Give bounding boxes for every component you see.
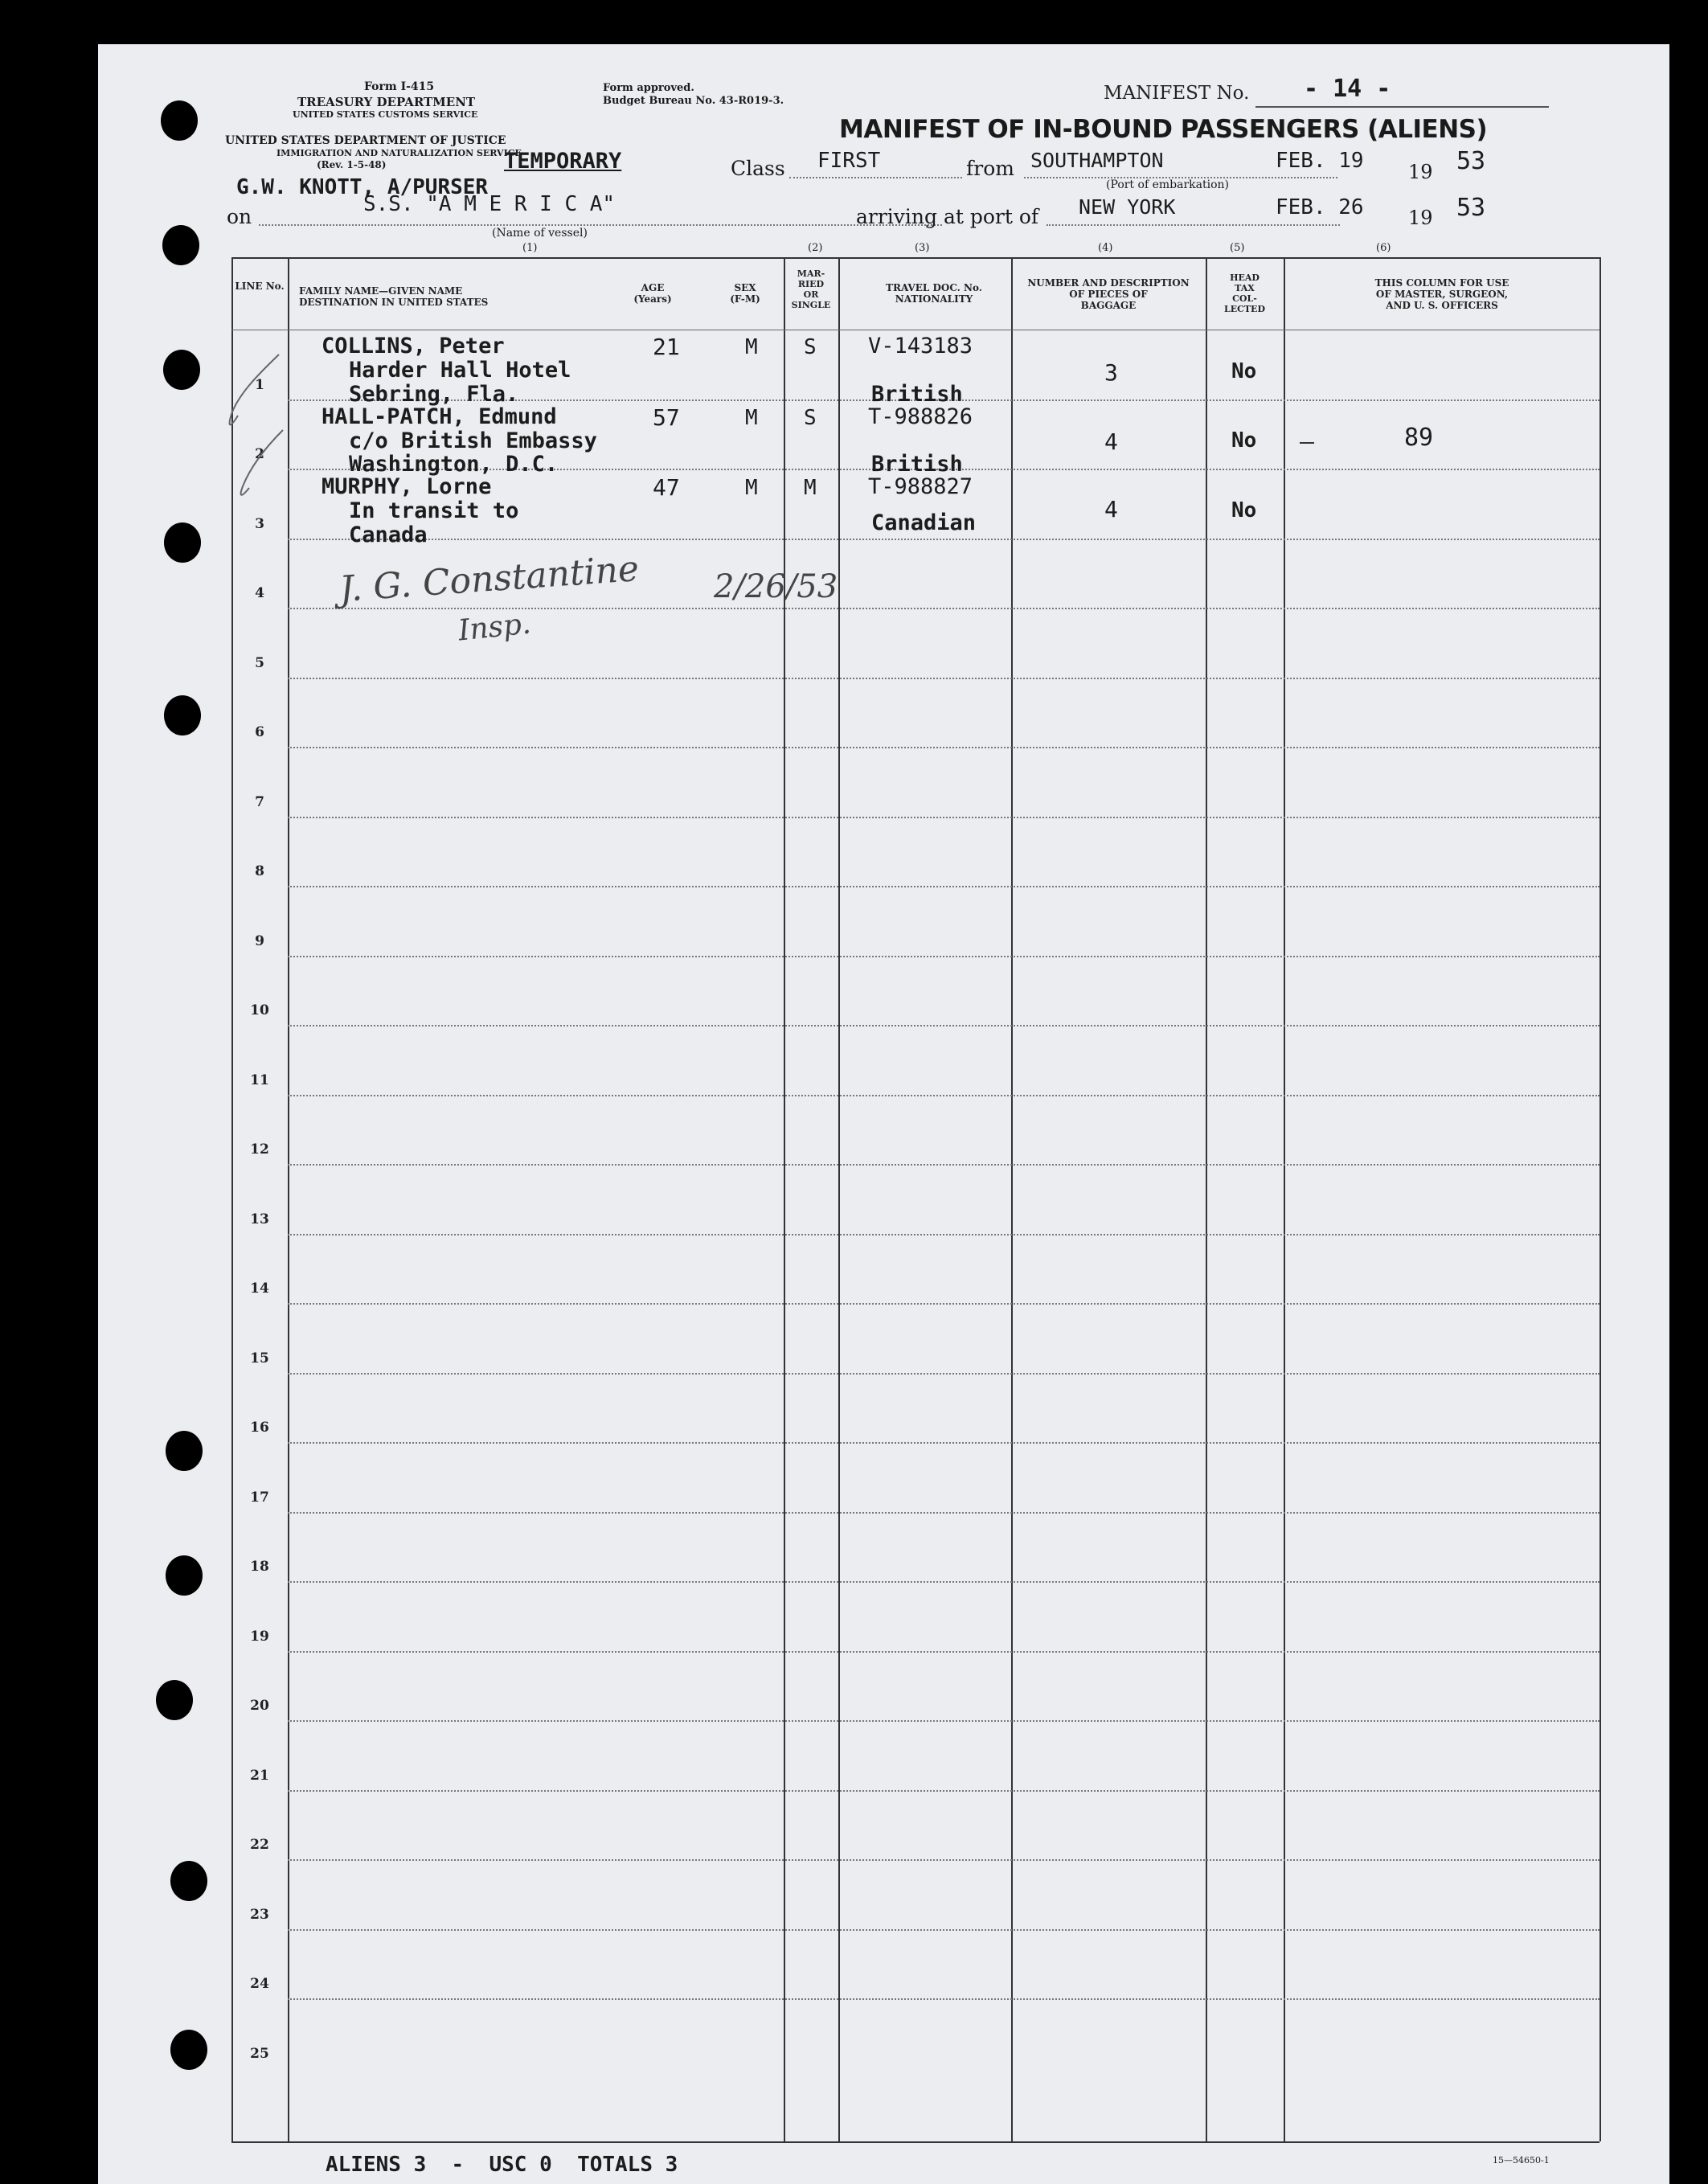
binder-hole <box>164 695 201 736</box>
line-number: 1 <box>255 376 264 393</box>
line-number: 2 <box>255 446 264 462</box>
class-value: FIRST <box>817 149 881 173</box>
passenger-name: MURPHY, Lorne <box>322 474 492 499</box>
line-number: 19 <box>250 1628 269 1645</box>
col-header-name: FAMILY NAME—GIVEN NAME DESTINATION IN UNITED STATES <box>299 285 489 308</box>
line-number: 24 <box>250 1976 269 1992</box>
row-line <box>288 1303 1599 1305</box>
col-num-1: (1) <box>522 242 538 254</box>
table-top-border <box>231 257 1599 259</box>
form-revision: (Rev. 1-5-48) <box>317 159 387 170</box>
passenger-age: 57 <box>653 404 680 431</box>
col-header-age: AGE (Years) <box>633 282 672 305</box>
temporary-stamp: TEMPORARY <box>504 149 622 174</box>
passenger-nationality: British <box>871 382 963 407</box>
binder-hole <box>166 1555 203 1596</box>
passenger-dest: Washington, D.C. <box>349 452 559 477</box>
row-line <box>288 1998 1599 2000</box>
line-number: 5 <box>255 654 264 671</box>
binder-hole <box>170 2030 207 2070</box>
row-line <box>288 1234 1599 1235</box>
line-number: 10 <box>250 1002 269 1018</box>
binder-hole <box>170 1861 207 1901</box>
col-num-2: (2) <box>808 242 823 254</box>
passenger-sex: M <box>745 335 758 359</box>
binder-hole <box>156 1680 193 1720</box>
row-line <box>288 539 1599 540</box>
row-line <box>288 1581 1599 1583</box>
row-line <box>288 1859 1599 1861</box>
vessel-line <box>259 224 942 226</box>
line-number: 20 <box>250 1698 269 1714</box>
table-left-border <box>231 257 233 2141</box>
passenger-dest: c/o British Embassy <box>349 428 597 453</box>
col-header-married: MAR- RIED OR SINGLE <box>791 268 831 310</box>
passenger-baggage: 3 <box>1104 359 1118 386</box>
port-arrival: NEW YORK <box>1079 195 1176 219</box>
passenger-dest: Canada <box>349 522 428 547</box>
line-number: 15 <box>250 1350 269 1367</box>
passenger-age: 21 <box>653 334 680 360</box>
line-number: 22 <box>250 1837 269 1853</box>
col-num-5: (5) <box>1230 242 1245 254</box>
arrival-year-prefix: 19 <box>1408 207 1433 229</box>
manifest-sheet <box>98 44 1669 2184</box>
vessel-name: S.S. "A M E R I C A" <box>363 192 616 216</box>
line-number: 7 <box>255 793 264 810</box>
passenger-baggage: 4 <box>1104 428 1118 455</box>
line-number: 12 <box>250 1141 269 1158</box>
purser-name: G.W. KNOTT, A/PURSER <box>236 175 489 199</box>
totals-summary: ALIENS 3 - USC 0 TOTALS 3 <box>326 2153 678 2177</box>
col-header-baggage: NUMBER AND DESCRIPTION OF PIECES OF BAGGAGE <box>1027 277 1190 311</box>
manifest-no-value: - 14 - <box>1304 75 1391 103</box>
passenger-marital: S <box>804 335 817 359</box>
col-num-4: (4) <box>1098 242 1113 254</box>
row-line <box>288 1929 1599 1931</box>
passenger-tax: No <box>1231 498 1257 522</box>
dept-treasury: TREASURY DEPARTMENT <box>297 95 476 109</box>
row-line <box>288 1025 1599 1026</box>
passenger-tax: No <box>1231 359 1257 383</box>
passenger-tax: No <box>1231 428 1257 453</box>
port-embarkation: SOUTHAMPTON <box>1030 149 1164 172</box>
line-number: 25 <box>250 2045 269 2062</box>
binder-hole <box>162 225 199 265</box>
col-header-line: LINE No. <box>235 281 285 292</box>
passenger-doc: T-988826 <box>868 404 973 429</box>
row-line <box>288 608 1599 609</box>
passenger-sex: M <box>745 476 758 500</box>
row-line <box>288 1164 1599 1166</box>
passenger-age: 47 <box>653 474 680 501</box>
print-code: 15—54650-1 <box>1493 2155 1550 2166</box>
row-line <box>288 886 1599 887</box>
manifest-title: MANIFEST OF IN-BOUND PASSENGERS (ALIENS) <box>839 115 1488 144</box>
manifest-no-line <box>1255 106 1549 108</box>
row-line <box>288 1790 1599 1792</box>
passenger-dest: Harder Hall Hotel <box>349 358 571 383</box>
row-line <box>288 1651 1599 1653</box>
col-header-tax: HEAD TAX COL- LECTED <box>1224 272 1265 314</box>
class-line <box>789 177 962 178</box>
embark-date: FEB. 19 <box>1276 149 1364 173</box>
col-header-sex: SEX (F-M) <box>730 282 760 305</box>
row-line <box>288 1373 1599 1375</box>
dept-justice: UNITED STATES DEPARTMENT OF JUSTICE <box>225 134 506 147</box>
row-line <box>288 1720 1599 1722</box>
row-line <box>288 817 1599 818</box>
form-number: Form I-415 <box>364 80 435 93</box>
row-line <box>288 1512 1599 1514</box>
check-marks <box>203 342 363 535</box>
binder-hole <box>163 350 200 390</box>
arrival-year: 53 <box>1456 194 1486 222</box>
arrival-line <box>1047 224 1340 226</box>
passenger-sex: M <box>745 406 758 430</box>
line-number: 8 <box>255 863 264 879</box>
passenger-baggage: 4 <box>1104 496 1118 522</box>
row-line <box>288 1095 1599 1096</box>
line-number: 21 <box>250 1767 269 1784</box>
passenger-marital: S <box>804 406 817 430</box>
embark-year: 53 <box>1456 147 1486 175</box>
table-bottom-border <box>231 2141 1599 2143</box>
officer-dash <box>1300 442 1314 444</box>
passenger-doc: T-988827 <box>868 474 973 499</box>
passenger-doc: V-143183 <box>868 334 973 359</box>
line-number: 14 <box>250 1280 269 1297</box>
class-label: Class <box>731 157 785 180</box>
line-number: 17 <box>250 1489 269 1506</box>
embark-year-prefix: 19 <box>1408 161 1433 183</box>
line-number: 6 <box>255 724 264 740</box>
row-line <box>288 1442 1599 1444</box>
row-line <box>288 956 1599 957</box>
binder-hole <box>161 100 198 141</box>
dept-customs: UNITED STATES CUSTOMS SERVICE <box>293 109 478 120</box>
passenger-officer-note: 89 <box>1404 424 1434 452</box>
line-number: 4 <box>255 585 264 601</box>
passenger-marital: M <box>804 476 817 500</box>
inspector-signature: J. G. Constantine <box>338 548 641 610</box>
row-line <box>288 678 1599 679</box>
passenger-name: HALL-PATCH, Edmund <box>322 404 557 429</box>
inspection-date: 2/26/53 <box>714 568 838 605</box>
dept-ins: IMMIGRATION AND NATURALIZATION SERVICE <box>276 148 522 158</box>
line-number: 11 <box>250 1072 269 1088</box>
col-header-officers: THIS COLUMN FOR USE OF MASTER, SURGEON, AND U. S. OFFICERS <box>1374 277 1509 311</box>
line-number: 16 <box>250 1420 269 1436</box>
passenger-dest: Sebring, Fla. <box>349 382 519 407</box>
passenger-name: COLLINS, Peter <box>322 334 505 359</box>
line-number: 13 <box>250 1211 269 1227</box>
manifest-no-label: MANIFEST No. <box>1104 83 1250 104</box>
vessel-caption: (Name of vessel) <box>492 227 588 240</box>
col-num-6: (6) <box>1376 242 1391 254</box>
arriving-label: arriving at port of <box>856 205 1039 228</box>
line-number: 18 <box>250 1559 269 1575</box>
row-line <box>288 747 1599 748</box>
binder-hole <box>164 522 201 563</box>
inspector-title: Insp. <box>457 607 533 648</box>
line-number: 23 <box>250 1906 269 1923</box>
from-label: from <box>966 157 1014 180</box>
form-approved: Form approved. <box>603 82 694 94</box>
col-num-3: (3) <box>915 242 930 254</box>
passenger-dest: In transit to <box>349 498 519 523</box>
table-right-border <box>1599 257 1601 2141</box>
col-header-travel: TRAVEL DOC. No. NATIONALITY <box>886 282 982 305</box>
on-label: on <box>227 205 252 228</box>
budget-bureau: Budget Bureau No. 43-R019-3. <box>603 95 784 107</box>
port-embark-caption: (Port of embarkation) <box>1106 178 1229 191</box>
binder-hole <box>166 1431 203 1471</box>
arrival-date: FEB. 26 <box>1276 195 1364 219</box>
line-number: 3 <box>255 515 264 532</box>
passenger-nationality: Canadian <box>871 510 977 535</box>
passenger-nationality: British <box>871 452 963 477</box>
line-number: 9 <box>255 932 264 949</box>
